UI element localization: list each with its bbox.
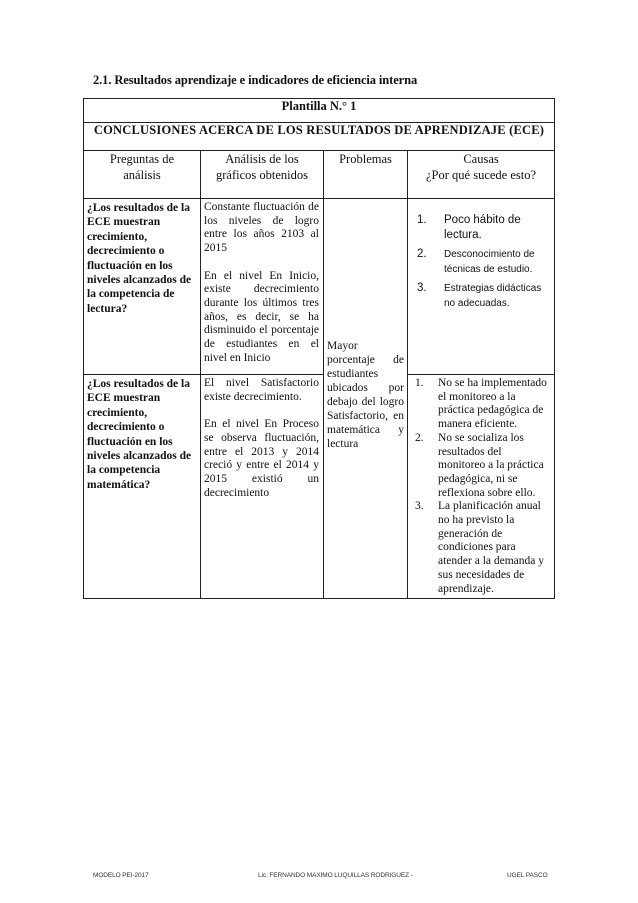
list-number: 1. (417, 214, 427, 226)
header-problemas: Problemas (324, 151, 408, 199)
list-text: No se socializa los resultados del monitoreo a la práctica pedagógica, ni se reflexiona sobre ello. (438, 431, 544, 499)
table-row-matematica (84, 375, 555, 599)
analysis-matematica-p2: En el nivel En Proceso se observa fluctuación, entre el 2013 y 2014 creció y entre el 2014 y 2015 existió un decrecimiento (204, 418, 319, 499)
analysis-matematica (201, 375, 324, 599)
list-item (408, 432, 554, 501)
plantilla-label: Plantilla N.° 1 (84, 99, 555, 123)
plantilla-row (84, 99, 555, 123)
list-number: 3. (417, 282, 427, 294)
list-text: Desconocimiento de técnicas de estudio. (444, 249, 535, 275)
section-heading: 2.1. Resultados aprendizaje e indicadores de eficiencia interna (93, 73, 418, 87)
problem-cell (324, 199, 408, 599)
table-title: CONCLUSIONES ACERCA DE LOS RESULTADOS DE APRENDIZAJE (ECE) (84, 123, 555, 151)
list-number: 3. (415, 500, 424, 513)
list-item (408, 247, 554, 277)
list-text: La planificación anual no ha previsto la generación de condiciones para atender a la demanda y sus necesidades de aprendizaje. (438, 500, 544, 595)
list-item (408, 281, 554, 311)
causes-matematica-list (408, 377, 554, 596)
header-preguntas-line2: análisis (123, 168, 161, 182)
analysis-lectura-p2: En el nivel En Inicio, existe decrecimiento durante los últimos tres años, es decir, se ha disminuido el porcentaje de estudiantes en el nivel en Inicio (204, 269, 319, 364)
analysis-lectura (201, 199, 324, 375)
analysis-matematica-p1: El nivel Satisfactorio existe decrecimiento. (204, 377, 319, 403)
list-text: No se ha implementado el monitoreo a la práctica pedagógica de manera eficiente. (438, 377, 547, 431)
header-analisis (201, 151, 324, 199)
list-text: Estrategias didácticas no adecuadas. (444, 283, 542, 309)
list-text: Poco hábito de lectura. (444, 214, 521, 241)
header-causas-line2: ¿Por qué sucede esto? (426, 168, 537, 182)
ece-conclusions-table (83, 98, 555, 599)
footer-left: MODELO PEI-2017 (93, 872, 149, 879)
list-item (408, 500, 554, 596)
question-matematica: ¿Los resultados de la ECE muestran crecimiento, decrecimiento o fluctuación en los niveles alcanzados de la competencia matemática? (84, 375, 201, 599)
causes-lectura-list (408, 213, 554, 311)
causes-lectura (408, 199, 555, 375)
table-row-lectura (84, 199, 555, 375)
list-number: 2. (415, 431, 424, 444)
header-causas-line1: Causas (463, 152, 499, 166)
question-lectura: ¿Los resultados de la ECE muestran crecimiento, decrecimiento o fluctuación en los niveles alcanzados de la competencia de lectura? (84, 199, 201, 375)
header-analisis-line1: Análisis de los (225, 152, 299, 166)
header-causas (408, 151, 555, 199)
list-item (408, 213, 554, 243)
list-item (408, 377, 554, 432)
list-number: 2. (417, 248, 427, 260)
footer-right: UGEL PASCO (507, 872, 548, 879)
header-preguntas (84, 151, 201, 199)
column-header-row (84, 151, 555, 199)
list-number: 1. (415, 377, 424, 389)
problem-text: Mayor porcentaje de estudiantes ubicados por debajo del logro Satisfactorio, en matemática y lectura (327, 339, 404, 450)
header-preguntas-line1: Preguntas de (109, 152, 175, 166)
analysis-lectura-p1: Constante fluctuación de los niveles de logro entre los años 2103 al 2015 (204, 201, 319, 255)
header-analisis-line2: gráficos obtenidos (216, 168, 308, 182)
table-title-row (84, 123, 555, 151)
causes-matematica (408, 375, 555, 599)
footer-center: Lic. FERNANDO MAXIMO LUQUILLAS RODRIGUEZ - (258, 872, 413, 879)
